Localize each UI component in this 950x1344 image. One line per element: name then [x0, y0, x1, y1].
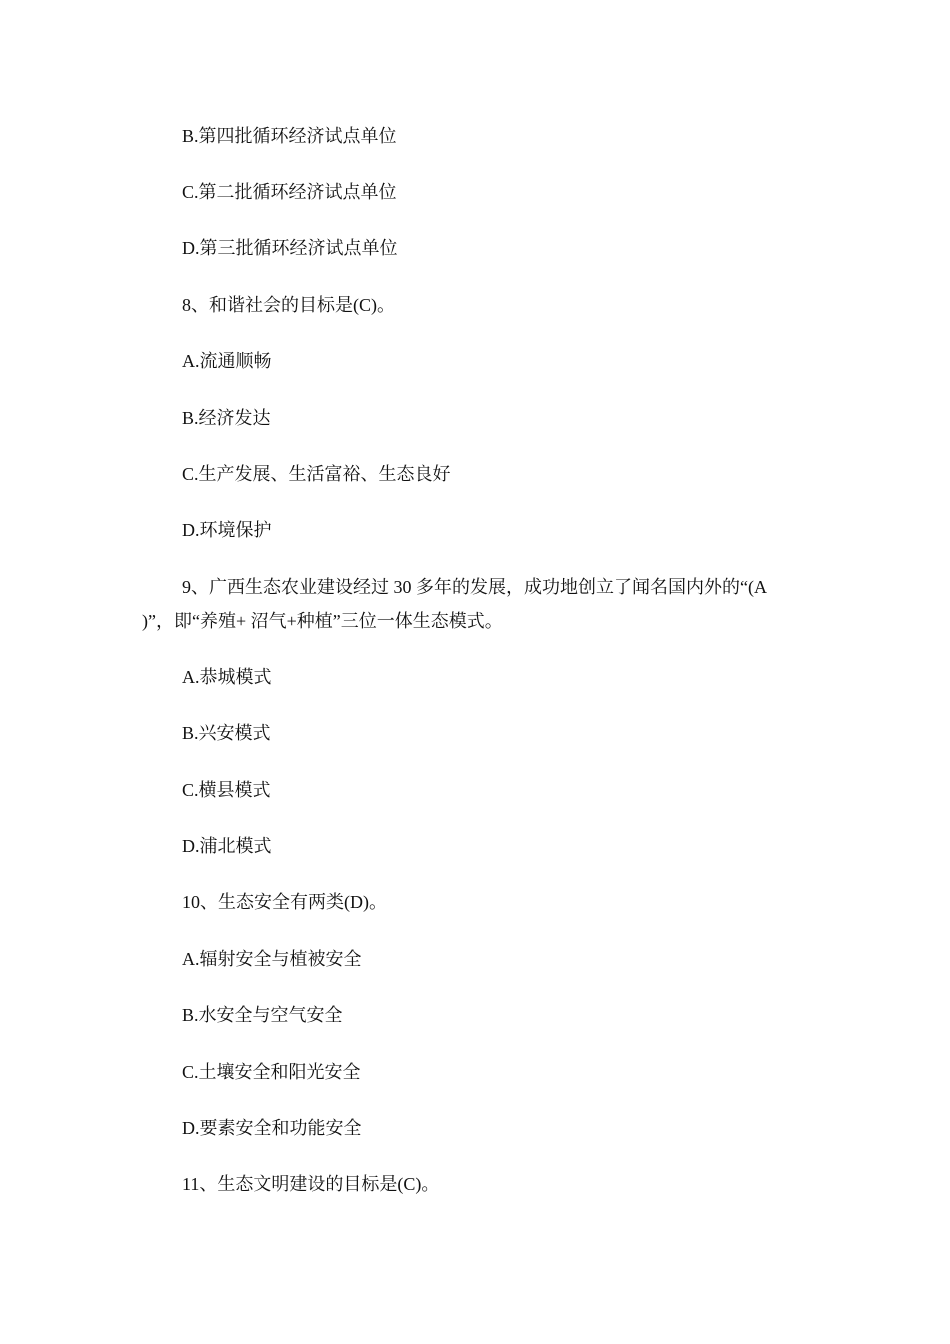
question-text: 10、生态安全有两类(D)。 [182, 892, 387, 912]
option-text: B.经济发达 [182, 408, 271, 428]
option-text: A.恭城模式 [182, 667, 272, 687]
question-text-continued: )”，即“养殖+ 沼气+种植”三位一体生态模式。 [142, 611, 503, 631]
question-text: 11、生态文明建设的目标是(C)。 [182, 1174, 440, 1194]
option-text: B.第四批循环经济试点单位 [182, 126, 397, 146]
question-text: 8、和谐社会的目标是(C)。 [182, 295, 395, 315]
option-text: C.横县模式 [182, 780, 271, 800]
question-text: 9、广西生态农业建设经过 30 多年的发展，成功地创立了闻名国内外的“(A [182, 577, 767, 597]
option-text: D.浦北模式 [182, 836, 272, 856]
option-text: C.第二批循环经济试点单位 [182, 182, 397, 202]
option-text: C.生产发展、生活富裕、生态良好 [182, 464, 451, 484]
option-text: D.第三批循环经济试点单位 [182, 238, 398, 258]
option-text: D.环境保护 [182, 520, 272, 540]
option-text: A.流通顺畅 [182, 351, 272, 371]
option-text: C.土壤安全和阳光安全 [182, 1062, 361, 1082]
option-text: D.要素安全和功能安全 [182, 1118, 362, 1138]
option-text: B.水安全与空气安全 [182, 1005, 343, 1025]
option-text: A.辐射安全与植被安全 [182, 949, 362, 969]
option-text: B.兴安模式 [182, 723, 271, 743]
